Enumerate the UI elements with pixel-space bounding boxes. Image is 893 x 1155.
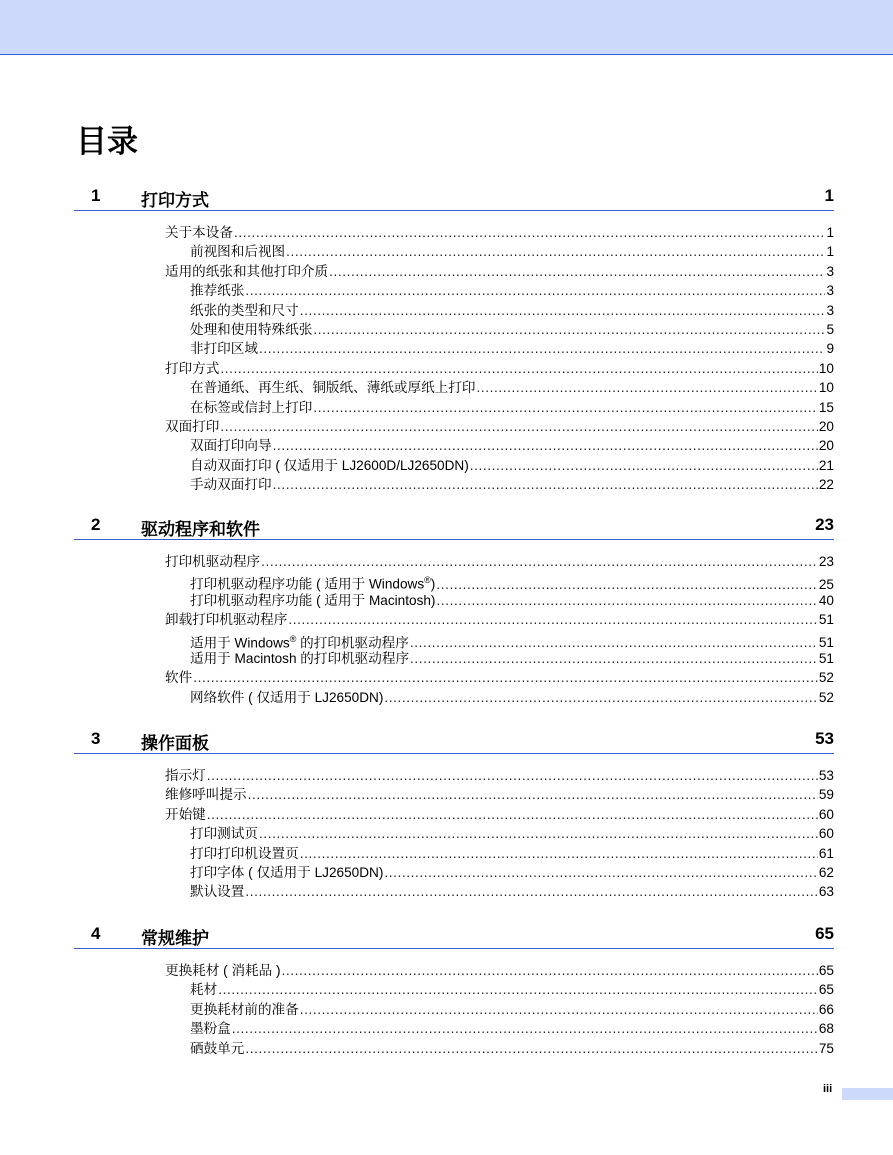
dot-leader <box>300 301 826 320</box>
toc-title: 目录 <box>76 124 138 159</box>
toc-entry[interactable] <box>74 339 834 358</box>
dot-leader <box>232 1019 818 1038</box>
toc-entry-text: 墨粉盒 <box>190 1021 231 1037</box>
toc-entry-text: 开始键 <box>165 806 206 822</box>
dot-leader <box>193 668 818 687</box>
toc-entry-page: 1 <box>826 225 834 240</box>
toc-entry-page: 63 <box>818 884 834 900</box>
toc-entry[interactable] <box>74 242 834 261</box>
toc-entry-page: 60 <box>818 826 834 842</box>
dot-leader <box>220 417 818 436</box>
toc-entry-page: 20 <box>818 418 834 434</box>
chapter-page: 23 <box>815 515 834 534</box>
toc-entry-page: 15 <box>818 399 834 415</box>
toc-entry-text: 打印机驱动程序功能 ( 适用于 Macintosh) <box>190 592 436 608</box>
toc-entry-text: 打印机驱动程序功能 ( 适用于 Windows®) <box>190 575 436 592</box>
toc-entry-text: 维修呼叫提示 <box>165 787 247 803</box>
dot-leader <box>207 805 818 824</box>
toc-entry-page: 9 <box>826 341 834 357</box>
toc-entry[interactable] <box>74 610 834 629</box>
toc-entry[interactable] <box>74 378 834 397</box>
toc-entry-text: 纸张的类型和尺寸 <box>190 302 299 318</box>
toc-entry-text: 打印机驱动程序 <box>165 554 261 569</box>
toc-entry[interactable] <box>74 882 834 901</box>
toc-entry-page: 3 <box>826 283 834 299</box>
toc-entry[interactable] <box>74 281 834 300</box>
dot-leader <box>245 1039 818 1058</box>
dot-leader <box>218 980 818 999</box>
chapter-number: 4 <box>91 924 101 943</box>
toc-entry[interactable] <box>74 1019 834 1038</box>
dot-leader <box>207 766 818 785</box>
toc-entry-text: 自动双面打印 ( 仅适用于 LJ2600D/LJ2650DN) <box>190 457 469 473</box>
toc-entry-list <box>74 552 834 707</box>
toc-entry[interactable] <box>74 980 834 999</box>
dot-leader <box>273 436 818 455</box>
toc-entry-text: 双面打印 <box>165 418 220 434</box>
registered-mark: ® <box>289 633 297 644</box>
dot-leader <box>288 610 818 629</box>
chapter-title: 常规维护 <box>141 929 209 948</box>
dot-leader <box>259 824 818 843</box>
toc-entry[interactable] <box>74 649 834 668</box>
toc-entry-text: 更换耗材 ( 消耗品 ) <box>165 963 281 978</box>
toc-entry-page: 3 <box>826 302 834 318</box>
toc-entry-text: 网络软件 ( 仅适用于 LJ2650DN) <box>190 689 384 705</box>
toc-entry-text: 前视图和后视图 <box>190 244 286 260</box>
chapter-page: 65 <box>815 924 834 943</box>
registered-mark: ® <box>424 575 431 586</box>
toc-entry[interactable] <box>74 844 834 863</box>
toc-entry-text: 打印打印机设置页 <box>190 845 299 861</box>
toc-entry-page: 22 <box>818 477 834 493</box>
toc-entry-text: 推荐纸张 <box>190 283 245 299</box>
dot-leader <box>313 398 818 417</box>
toc-entry[interactable] <box>74 552 834 571</box>
dot-leader <box>245 882 818 901</box>
chapter-4 <box>74 924 834 1058</box>
toc-entry-text: 非打印区域 <box>190 341 258 357</box>
toc-entry-text: 适用的纸张和其他打印介质 <box>165 263 329 279</box>
toc-entry[interactable] <box>74 398 834 417</box>
toc-entry-page: 51 <box>818 635 834 651</box>
toc-entry-text: 处理和使用特殊纸张 <box>190 321 313 337</box>
toc-entry[interactable] <box>74 668 834 687</box>
toc-entry[interactable] <box>74 571 834 590</box>
dot-leader <box>220 359 818 378</box>
toc-entry-text: 卸载打印机驱动程序 <box>165 612 288 628</box>
toc-entry-page: 51 <box>818 650 834 666</box>
chapter-title: 操作面板 <box>141 734 209 753</box>
toc-entry-page: 62 <box>818 864 834 880</box>
toc-entry-text: 手动双面打印 <box>190 477 272 493</box>
dot-leader <box>329 262 825 281</box>
dot-leader <box>245 281 825 300</box>
toc-entry-page: 59 <box>818 787 834 803</box>
toc-entry[interactable] <box>74 591 834 610</box>
toc-entry-text: 适用于 Windows® 的打印机驱动程序 <box>190 633 409 651</box>
toc-entry[interactable] <box>74 301 834 320</box>
dot-leader <box>273 475 818 494</box>
dot-leader <box>470 456 818 475</box>
toc-entry-text: 在标签或信封上打印 <box>190 399 313 415</box>
toc-entry-page: 10 <box>818 360 834 376</box>
dot-leader <box>436 591 817 610</box>
toc-entry-page: 5 <box>826 321 834 337</box>
chapter-title: 打印方式 <box>141 191 209 210</box>
toc-entry[interactable] <box>74 1039 834 1058</box>
toc-entry-text: 在普通纸、再生纸、铜版纸、薄纸或厚纸上打印 <box>190 380 476 396</box>
toc-entry-page: 21 <box>818 457 834 473</box>
toc-entry-text: 关于本设备 <box>165 225 233 240</box>
toc-entry[interactable] <box>74 766 834 785</box>
toc-entry-page: 40 <box>818 592 834 608</box>
toc-entry-page: 20 <box>818 438 834 454</box>
dot-leader <box>282 961 818 980</box>
toc-entry-text: 打印方式 <box>165 360 220 376</box>
toc-entry-page: 52 <box>818 670 834 686</box>
dot-leader <box>410 649 818 668</box>
toc-entry[interactable] <box>74 262 834 281</box>
chapter-title: 驱动程序和软件 <box>141 520 260 539</box>
toc-entry-text: 适用于 Macintosh 的打印机驱动程序 <box>190 650 410 666</box>
toc-entry[interactable] <box>74 320 834 339</box>
toc-entry-page: 65 <box>818 963 834 978</box>
header-band <box>0 0 893 55</box>
toc-entry[interactable] <box>74 805 834 824</box>
chapter-page: 1 <box>824 186 834 205</box>
toc-entry[interactable] <box>74 475 834 494</box>
dot-leader <box>234 223 825 242</box>
toc-entry[interactable] <box>74 456 834 475</box>
toc-entry-page: 10 <box>818 380 834 396</box>
chapter-heading[interactable] <box>74 515 834 540</box>
chapter-number: 3 <box>91 729 101 748</box>
toc-entry-text: 默认设置 <box>190 884 245 900</box>
dot-leader <box>261 552 818 571</box>
toc-entry[interactable] <box>74 1000 834 1019</box>
toc-entry[interactable] <box>74 359 834 378</box>
toc-entry[interactable] <box>74 436 834 455</box>
toc-entry-page: 23 <box>818 554 834 569</box>
toc-entry[interactable] <box>74 824 834 843</box>
toc-entry[interactable] <box>74 863 834 882</box>
toc-entry-text: 更换耗材前的准备 <box>190 1001 299 1017</box>
chapter-3 <box>74 729 834 902</box>
toc-entry[interactable] <box>74 223 834 242</box>
toc-entry-list <box>74 223 834 494</box>
toc-entry[interactable] <box>74 630 834 649</box>
dot-leader <box>300 844 818 863</box>
toc-entry-text: 打印测试页 <box>190 826 258 842</box>
toc-entry-page: 66 <box>818 1001 834 1017</box>
toc-entry-page: 65 <box>818 982 834 998</box>
toc-entry-list <box>74 961 834 1058</box>
toc-entry[interactable] <box>74 785 834 804</box>
page-tab-marker <box>842 1088 893 1100</box>
toc-entry[interactable] <box>74 417 834 436</box>
dot-leader <box>300 1000 818 1019</box>
toc-entry-page: 25 <box>818 576 834 592</box>
dot-leader <box>313 320 825 339</box>
toc-entry-page: 1 <box>826 244 834 260</box>
toc-entry[interactable] <box>74 688 834 707</box>
toc-entry-text: 耗材 <box>190 982 218 998</box>
toc-entry-page: 51 <box>818 612 834 628</box>
chapter-1 <box>74 186 834 494</box>
chapter-heading[interactable] <box>74 729 834 754</box>
dot-leader <box>259 339 825 358</box>
toc-entry[interactable] <box>74 961 834 980</box>
toc-entry-page: 53 <box>818 768 834 783</box>
toc-entry-page: 60 <box>818 806 834 822</box>
dot-leader <box>286 242 825 261</box>
toc-entry-text: 硒鼓单元 <box>190 1040 245 1056</box>
chapter-heading[interactable] <box>74 186 834 211</box>
toc-entry-text: 打印字体 ( 仅适用于 LJ2650DN) <box>190 864 384 880</box>
dot-leader <box>384 863 818 882</box>
toc-entry-text: 指示灯 <box>165 768 206 783</box>
page-number: iii <box>823 1083 833 1095</box>
toc-entry-page: 68 <box>818 1021 834 1037</box>
chapter-2 <box>74 515 834 707</box>
dot-leader <box>248 785 818 804</box>
toc-entry-text: 双面打印向导 <box>190 438 272 454</box>
toc-entry-list <box>74 766 834 902</box>
chapter-heading[interactable] <box>74 924 834 949</box>
chapter-number: 1 <box>91 186 101 205</box>
toc-entry-page: 3 <box>826 263 834 279</box>
toc-entry-page: 61 <box>818 845 834 861</box>
dot-leader <box>476 378 817 397</box>
toc-entry-page: 75 <box>818 1040 834 1056</box>
chapter-page: 53 <box>815 729 834 748</box>
chapter-number: 2 <box>91 515 101 534</box>
toc-entry-text: 软件 <box>165 670 193 686</box>
toc-entry-page: 52 <box>818 689 834 705</box>
dot-leader <box>384 688 818 707</box>
